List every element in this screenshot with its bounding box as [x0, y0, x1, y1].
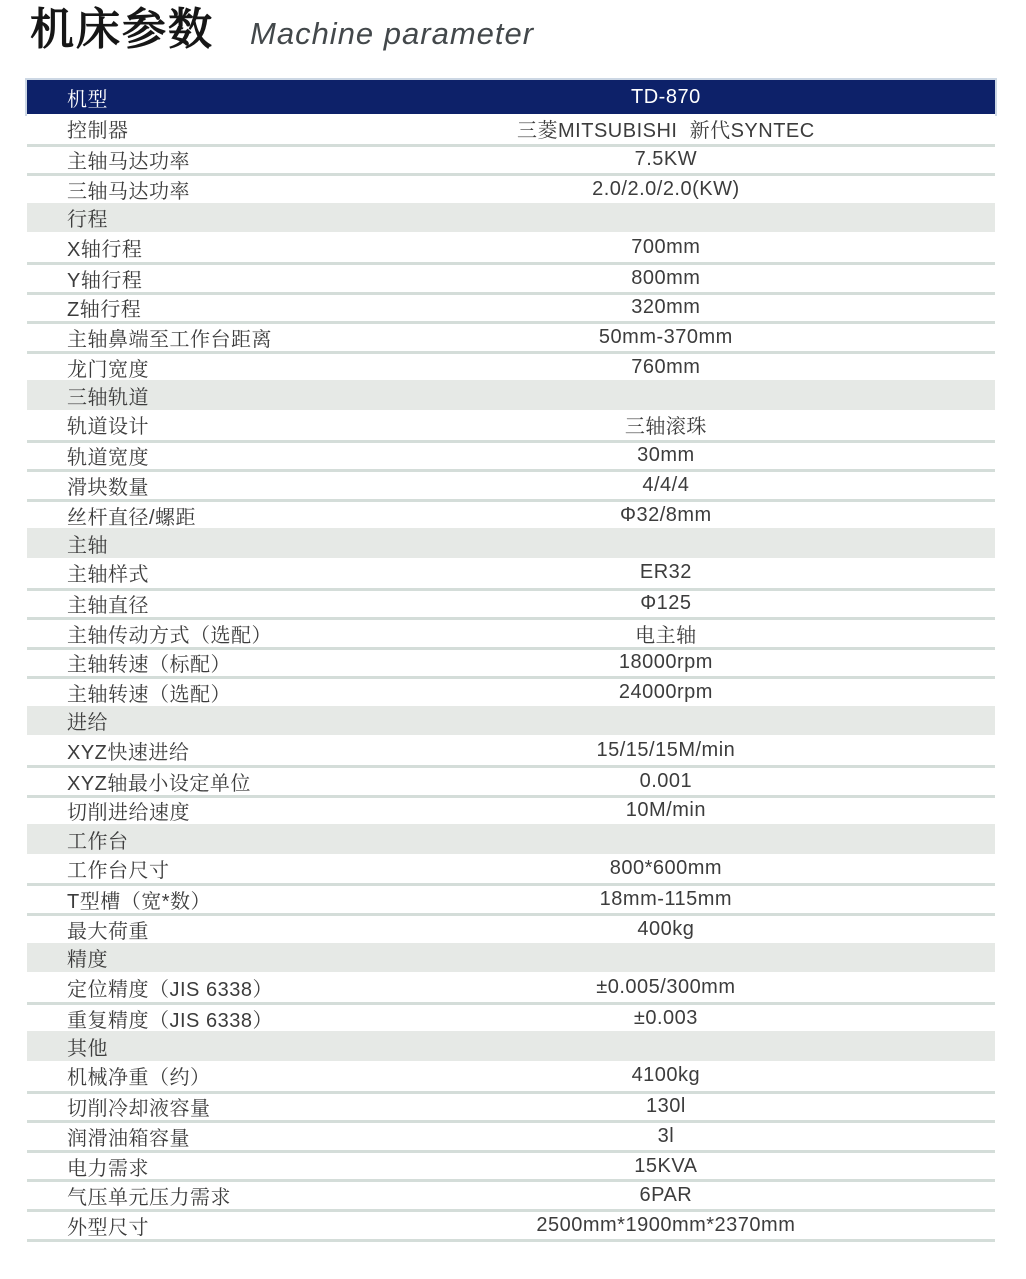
- row-label: 外型尺寸: [67, 1216, 149, 1239]
- row-value: 3l: [657, 1124, 675, 1147]
- row-value: 700mm: [631, 235, 701, 258]
- row-label: 轨道宽度: [67, 447, 149, 470]
- row-value: 10M/min: [625, 799, 706, 822]
- section-header-row: [27, 203, 995, 233]
- row-label: Z轴行程: [67, 299, 142, 322]
- row-label: 滑块数量: [67, 476, 149, 499]
- table-row: [27, 913, 995, 943]
- row-label: 工作台: [67, 830, 129, 853]
- table-row: [27, 795, 995, 825]
- table-row: [27, 410, 995, 440]
- table-row: [27, 1209, 995, 1239]
- row-value: Φ125: [640, 592, 692, 615]
- row-value: 6PAR: [639, 1184, 693, 1207]
- section-header-row: [27, 528, 995, 558]
- row-value: 15/15/15M/min: [596, 738, 736, 761]
- row-value: 2500mm*1900mm*2370mm: [536, 1213, 796, 1236]
- row-value: 2.0/2.0/2.0(KW): [592, 177, 740, 200]
- table-row: [27, 1061, 995, 1091]
- table-row: [27, 972, 995, 1002]
- row-label: 进给: [67, 712, 108, 735]
- table-row: [27, 144, 995, 174]
- table-row: [27, 558, 995, 588]
- row-label: 定位精度（JIS 6338）: [67, 978, 273, 1001]
- row-label: 三轴马达功率: [67, 180, 190, 203]
- row-value: ±0.003: [633, 1006, 698, 1029]
- row-label: T型槽（宽*数）: [67, 891, 211, 914]
- row-label: 机型: [67, 88, 108, 111]
- row-label: Y轴行程: [67, 269, 143, 292]
- row-label: 主轴转速（标配）: [67, 654, 231, 677]
- row-value: 三轴滚珠: [624, 416, 707, 439]
- table-row: [27, 469, 995, 499]
- table-row: [27, 765, 995, 795]
- table-row: [27, 1002, 995, 1032]
- table-row: [27, 321, 995, 351]
- row-value: 760mm: [631, 355, 701, 378]
- row-value: ±0.005/300mm: [596, 975, 736, 998]
- table-row: [27, 883, 995, 913]
- row-value: 30mm: [637, 444, 695, 467]
- row-label: 切削冷却液容量: [67, 1098, 211, 1121]
- spec-table: [27, 80, 995, 1242]
- row-label: 主轴直径: [67, 595, 149, 618]
- row-label: 切削进给速度: [67, 802, 190, 825]
- table-row: [27, 854, 995, 884]
- row-value: 320mm: [631, 296, 701, 319]
- section-header-row: [27, 1031, 995, 1061]
- page-title-zh: 机床参数: [30, 5, 214, 54]
- row-value: 7.5KW: [634, 148, 698, 171]
- section-header-row: [27, 380, 995, 410]
- row-label: 电力需求: [67, 1157, 149, 1180]
- section-header-row: [27, 824, 995, 854]
- row-value: 400kg: [637, 917, 695, 940]
- row-label: 主轴: [67, 534, 108, 557]
- row-value: 24000rpm: [618, 681, 713, 704]
- row-label: 主轴转速（选配）: [67, 684, 231, 707]
- row-value: 800*600mm: [609, 857, 723, 880]
- row-label: 润滑油箱容量: [67, 1127, 190, 1150]
- row-label: 主轴马达功率: [67, 151, 190, 174]
- row-label: XYZ轴最小设定单位: [67, 772, 251, 795]
- row-label: XYZ快速进给: [67, 741, 190, 764]
- row-value: Φ32/8mm: [620, 503, 712, 526]
- table-row: [27, 114, 995, 144]
- row-label: 工作台尺寸: [67, 860, 170, 883]
- row-label: 龙门宽度: [67, 358, 149, 381]
- row-label: 机械净重（约）: [67, 1067, 211, 1090]
- row-value: 18mm-115mm: [599, 888, 733, 911]
- table-row: [27, 292, 995, 322]
- table-row: [27, 499, 995, 529]
- table-row: [27, 617, 995, 647]
- row-value: 三菱MITSUBISHI 新代SYNTEC: [517, 120, 815, 143]
- row-label: 最大荷重: [67, 920, 149, 943]
- table-row: [27, 1091, 995, 1121]
- table-row: [27, 588, 995, 618]
- row-label: 重复精度（JIS 6338）: [67, 1009, 273, 1032]
- row-label: 主轴样式: [67, 564, 149, 587]
- row-value: 50mm-370mm: [598, 325, 733, 348]
- row-label: 三轴轨道: [67, 386, 149, 409]
- section-header-row: [27, 706, 995, 736]
- table-row: [27, 262, 995, 292]
- row-label: 丝杆直径/螺距: [67, 506, 197, 529]
- table-row: [27, 1179, 995, 1209]
- row-value: 0.001: [639, 769, 693, 792]
- row-value: 15KVA: [634, 1154, 698, 1177]
- row-value: 130l: [645, 1095, 686, 1118]
- table-row: [27, 440, 995, 470]
- row-label: 其他: [67, 1037, 108, 1060]
- row-value: 800mm: [631, 266, 701, 289]
- row-label: 主轴传动方式（选配）: [67, 624, 272, 647]
- table-row: [27, 1150, 995, 1180]
- page-title-en: Machine parameter: [250, 16, 535, 51]
- row-value: ER32: [639, 561, 692, 584]
- row-label: 气压单元压力需求: [67, 1187, 231, 1210]
- table-row: [27, 232, 995, 262]
- table-row: [27, 735, 995, 765]
- row-label: 精度: [67, 948, 108, 971]
- section-header-row: [27, 943, 995, 973]
- row-value: 4/4/4: [642, 473, 690, 496]
- row-value: 4100kg: [631, 1064, 701, 1087]
- row-label: 行程: [67, 209, 108, 232]
- row-label: 主轴鼻端至工作台距离: [67, 328, 272, 351]
- table-row: [27, 80, 995, 114]
- row-label: 控制器: [67, 120, 129, 143]
- row-value: TD-870: [631, 85, 701, 108]
- row-value: 18000rpm: [618, 651, 713, 674]
- row-label: 轨道设计: [67, 416, 149, 439]
- table-row: [27, 647, 995, 677]
- row-value: 电主轴: [635, 624, 697, 647]
- table-row: [27, 173, 995, 203]
- table-row: [27, 676, 995, 706]
- table-row: [27, 351, 995, 381]
- page-header: [30, 6, 534, 54]
- row-label: X轴行程: [67, 238, 143, 261]
- table-row: [27, 1120, 995, 1150]
